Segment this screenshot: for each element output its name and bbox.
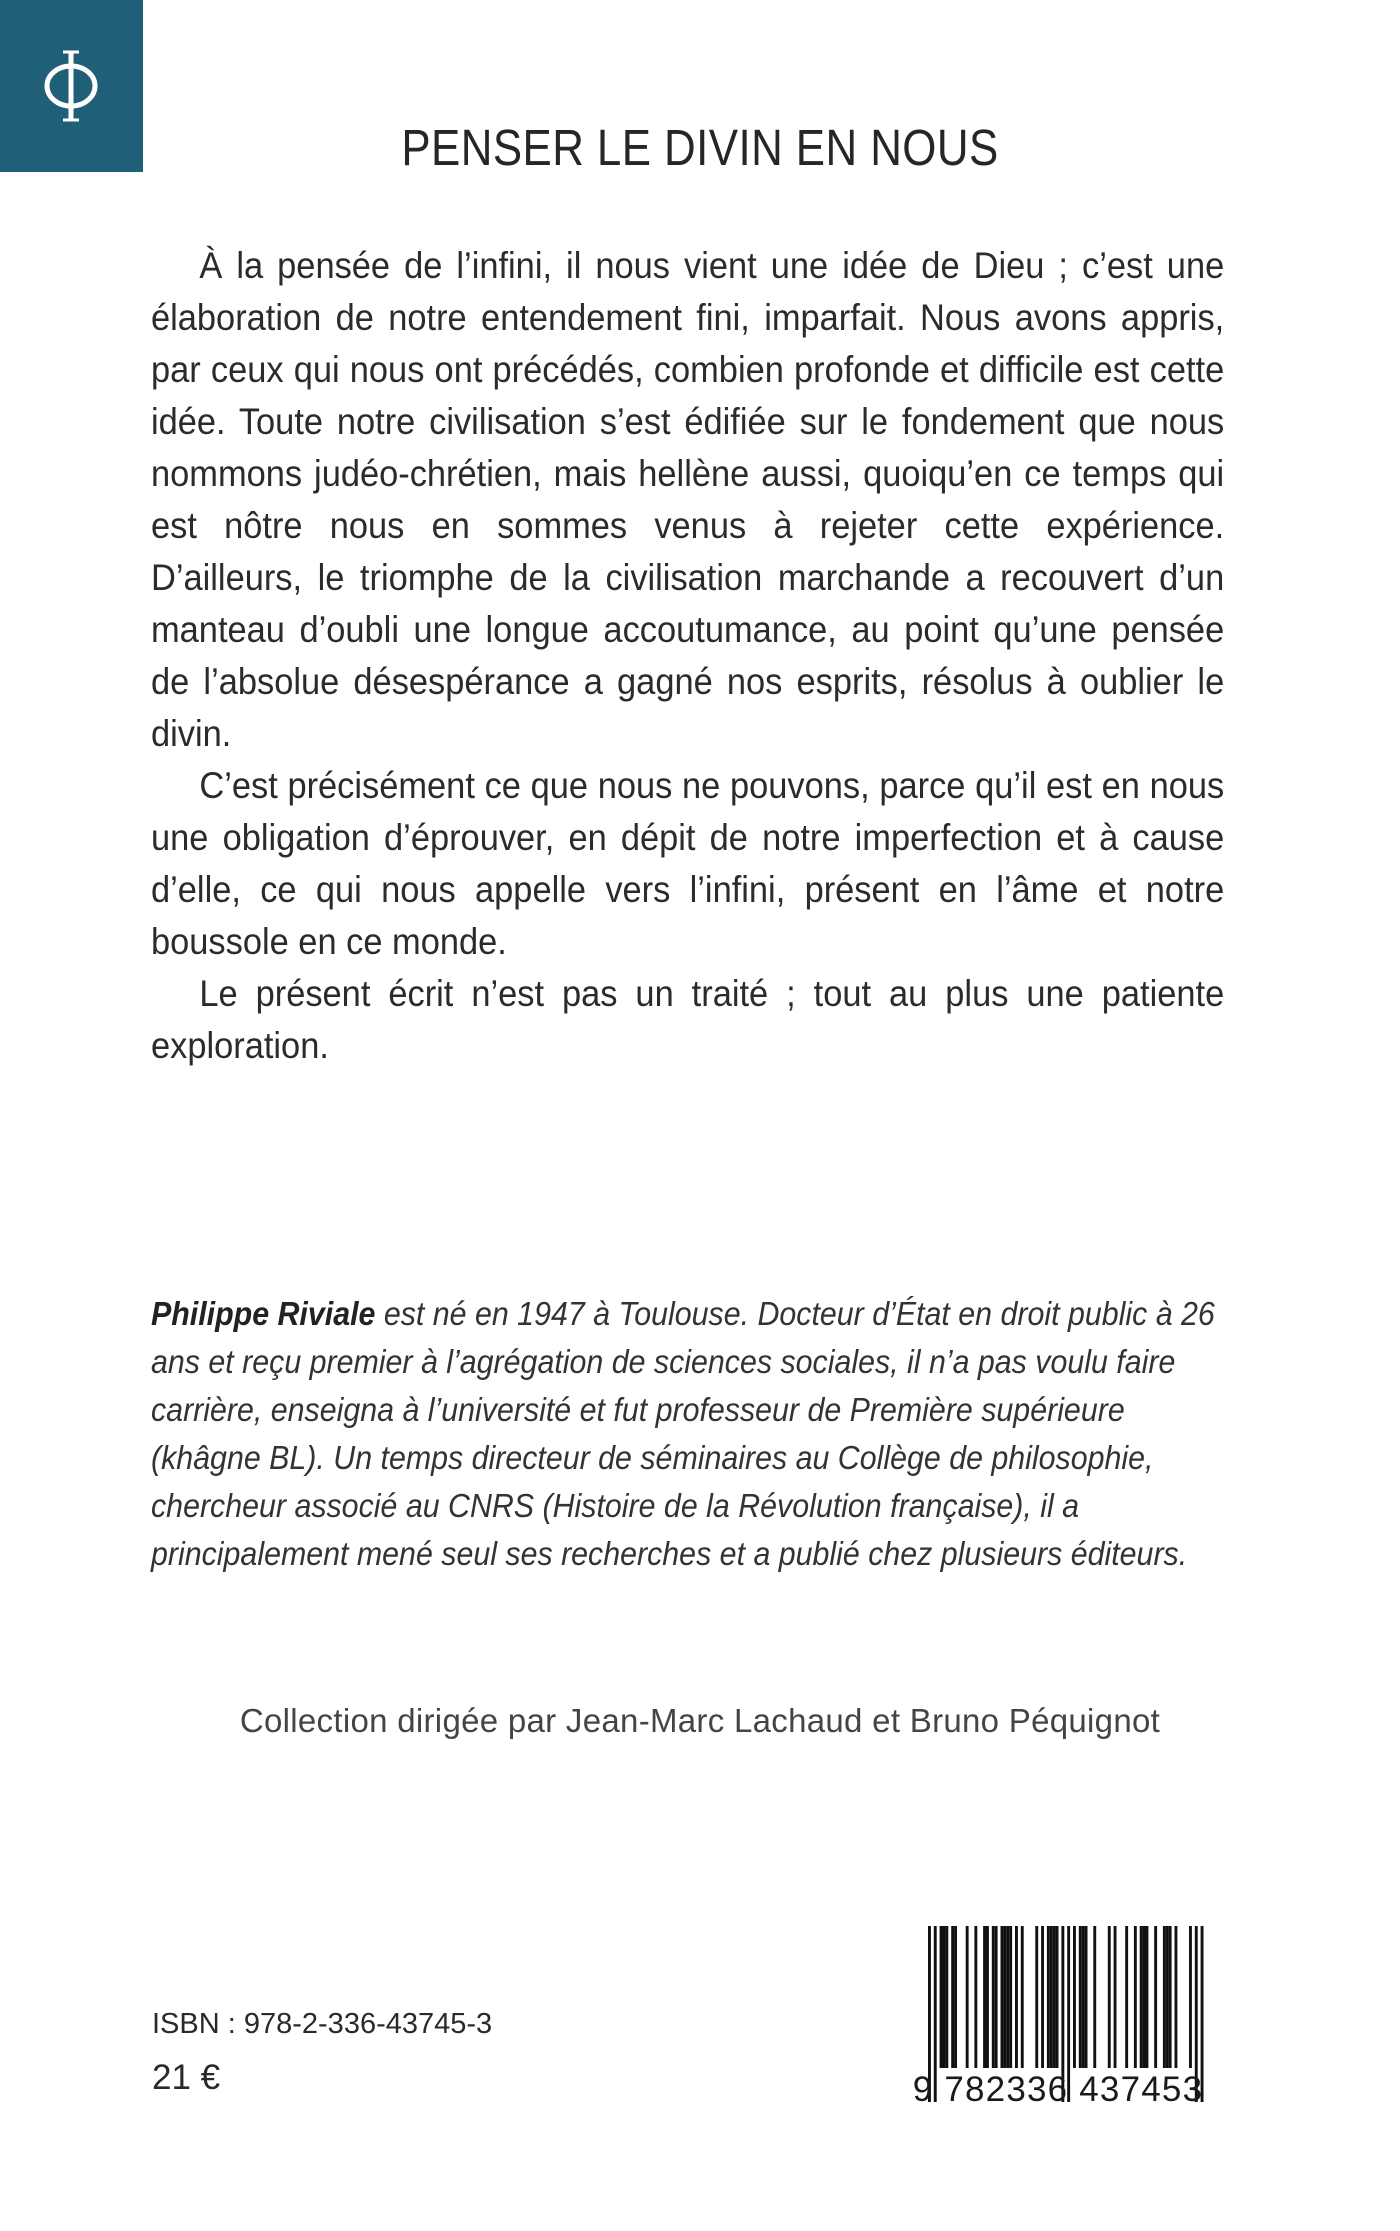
- barcode-bar: [1041, 1926, 1044, 2068]
- summary-paragraph-1: À la pensée de l’infini, il nous vient une idée de Dieu ; c’est une élaboration de notre entendement fini, imparfait. Nous avons appris, par ceux qui nous ont précédés, combien profonde et difficile est cette idée. Toute notre civilisation s’est édifiée sur le fondement que nous nommons judéo-chrétien, mais hellène aussi, quoiqu’en ce temps qui est nôtre nous en sommes venus à rejeter cette expérience. D’ailleurs, le triomphe de la civilisation marchande a recouvert d’un manteau d’oubli une longue accoutumance, au point qu’une pensée de l’absolue désespérance a gagné nos esprits, résolus à oublier le divin.: [151, 245, 1225, 754]
- barcode-bar: [1050, 1926, 1053, 2068]
- barcode-bar: [1093, 1926, 1096, 2068]
- isbn: ISBN : 978-2-336-43745-3: [152, 2008, 493, 2040]
- barcode-bar: [1079, 1926, 1082, 2068]
- barcode-bar: [1169, 1926, 1172, 2068]
- barcode-bar: [1035, 1926, 1038, 2068]
- barcode-bar: [1006, 1926, 1009, 2068]
- barcode-bar: [1021, 1926, 1024, 2068]
- barcode-bar: [1143, 1926, 1146, 2068]
- barcode-bar: [983, 1926, 986, 2068]
- barcode-bar: [1140, 1926, 1143, 2068]
- barcode-bar: [940, 1926, 943, 2068]
- barcode-bar: [1047, 1926, 1050, 2068]
- barcode-bar: [1114, 1926, 1117, 2068]
- barcode-bar: [951, 1926, 954, 2068]
- barcode-bar: [1001, 1926, 1004, 2068]
- barcode-bar: [1134, 1926, 1137, 2068]
- barcode-bar: [1073, 1926, 1076, 2068]
- price: 21 €: [152, 2058, 221, 2097]
- barcode-bar: [1056, 1926, 1059, 2068]
- summary-paragraph-2: C’est précisément ce que nous ne pouvons, parce qu’il est en nous une obligation d’éprouver, en dépit de notre imperfection et à cause d’elle, ce qui nous appelle vers l’infini, présent en l’âme et notre boussole en ce monde.: [151, 765, 1225, 962]
- author-bio-text: [151, 1290, 1224, 1578]
- barcode-bar: [1053, 1926, 1056, 2068]
- barcode-bar: [943, 1926, 946, 2068]
- barcode-bar: [1125, 1926, 1128, 2068]
- author-bio-body: est né en 1947 à Toulouse. Docteur d’État en droit public à 26 ans et reçu premier à l’agrégation de sciences sociales, il n’a pas voulu faire carrière, enseigna à l’université et fut professeur de Première supérieure (khâgne BL). Un temps directeur de séminaires au Collège de philosophie, chercheur associé au CNRS (Histoire de la Révolution française), il a principalement mené seul ses recherches et a publié chez plusieurs éditeurs.: [151, 1295, 1215, 1572]
- book-title: PENSER LE DIVIN EN NOUS: [401, 119, 999, 176]
- barcode-bar: [966, 1926, 969, 2068]
- back-cover-summary: [151, 240, 1224, 1072]
- barcode-bar: [1085, 1926, 1088, 2068]
- barcode-bar: [945, 1926, 948, 2068]
- barcode-bar: [1175, 1926, 1178, 2068]
- summary-paragraph-3: Le présent écrit n’est pas un traité ; tout au plus une patiente exploration.: [151, 973, 1225, 1066]
- author-name: Philippe Riviale: [151, 1295, 376, 1332]
- barcode-bar: [1009, 1926, 1012, 2068]
- barcode-bar: [1163, 1926, 1166, 2068]
- barcode-bar: [1015, 1926, 1018, 2068]
- barcode-digits: 9 782336 437453: [912, 2070, 1204, 2109]
- barcode-bar: [1082, 1926, 1085, 2068]
- barcode-bar: [986, 1926, 989, 2068]
- barcode-bar: [992, 1926, 995, 2068]
- barcode-bar: [1166, 1926, 1169, 2068]
- collection-credit: Collection dirigée par Jean-Marc Lachaud et Bruno Péquignot: [239, 1702, 1161, 1739]
- barcode-bar: [954, 1926, 957, 2068]
- barcode-bar: [974, 1926, 977, 2068]
- barcode-bar: [1003, 1926, 1006, 2068]
- barcode-bar: [1189, 1926, 1192, 2068]
- barcode-bar: [1146, 1926, 1149, 2068]
- barcode-bar: [1154, 1926, 1157, 2068]
- author-bio: [151, 1290, 1224, 1578]
- barcode-bar: [995, 1926, 998, 2068]
- barcode-bar: [1108, 1926, 1111, 2068]
